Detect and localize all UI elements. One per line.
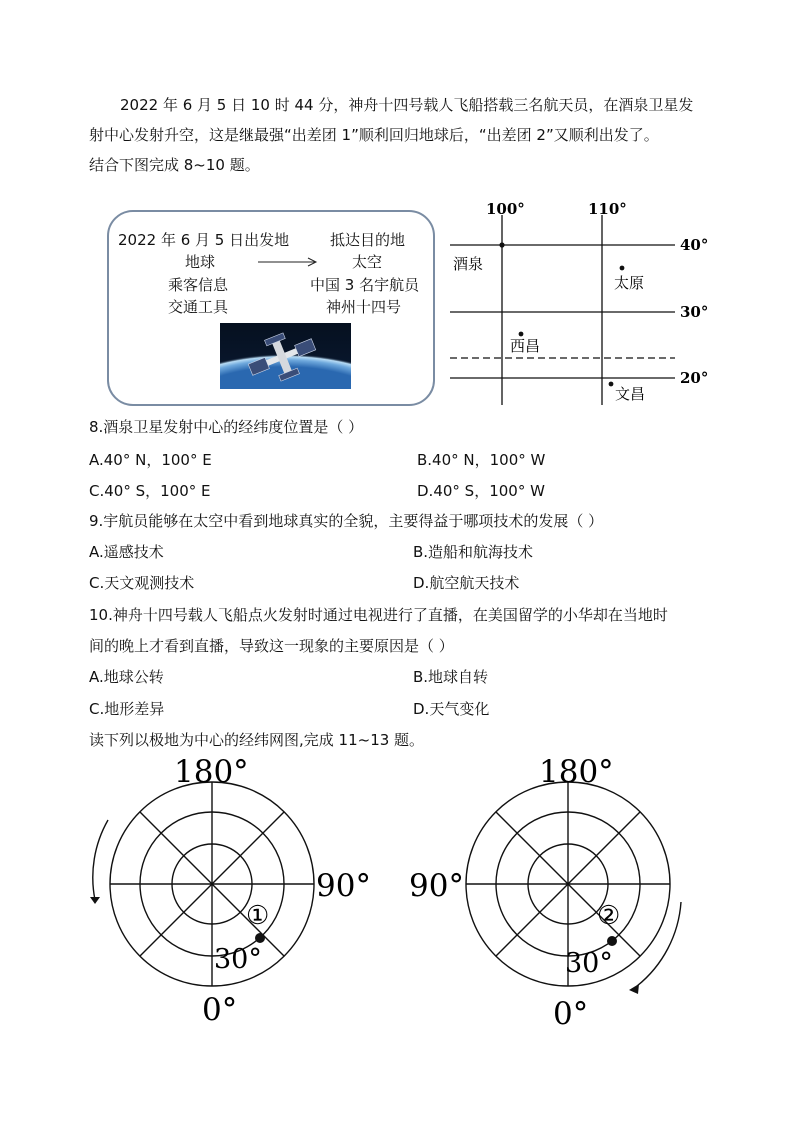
- q10-stem-line2: 间的晚上才看到直播，导致这一现象的主要原因是（ ）: [89, 637, 454, 655]
- q9-option-d: D.航空航天技术: [413, 574, 520, 592]
- info-row4-right: 神州十四号: [326, 298, 402, 316]
- lat-30-label: 30°: [680, 303, 709, 321]
- polar-intro: 读下列以极地为中心的经纬网图,完成 11~13 题。: [89, 731, 425, 749]
- arrow-down-icon: [90, 897, 100, 904]
- space-station-image: [220, 323, 351, 389]
- info-row1-right: 抵达目的地: [330, 231, 406, 249]
- q9-option-c: C.天文观测技术: [89, 574, 195, 592]
- right-label-0: 0°: [553, 996, 589, 1032]
- q8-option-a: A.40° N，100° E: [89, 451, 212, 469]
- point-marker: [255, 933, 265, 943]
- intro-line-2: 射中心发射升空，这是继最强“出差团 1”顺利回归地球后，“出差团 2”又顺利出发了。: [89, 126, 659, 144]
- info-row3-left: 乘客信息: [168, 276, 229, 294]
- q10-option-c: C.地形差异: [89, 700, 165, 718]
- q10-option-b: B.地球自转: [413, 668, 489, 686]
- left-label-90: 90°: [316, 868, 371, 904]
- q10-stem-line1: 10.神舟十四号载人飞船点火发射时通过电视进行了直播，在美国留学的小华却在当地时: [89, 606, 668, 624]
- q9-stem: 9.宇航员能够在太空中看到地球真实的全貌，主要得益于哪项技术的发展（ ）: [89, 512, 604, 530]
- q8-option-b: B.40° N，100° W: [417, 451, 546, 469]
- intro-line-3: 结合下图完成 8~10 题。: [89, 156, 260, 174]
- right-label-90: 90°: [409, 868, 464, 904]
- city-taiyuan-label: 太原: [614, 274, 645, 292]
- left-marker-1: ①: [246, 901, 270, 931]
- q8-stem: 8.酒泉卫星发射中心的经纬度位置是（ ）: [89, 418, 364, 436]
- lon-110-label: 110°: [588, 200, 627, 218]
- info-row2-left: 地球: [185, 253, 216, 271]
- q9-option-b: B.造船和航海技术: [413, 543, 534, 561]
- right-label-180: 180°: [539, 754, 614, 790]
- info-row3-right: 中国 3 名宇航员: [310, 276, 420, 294]
- lat-20-label: 20°: [680, 369, 709, 387]
- q9-option-a: A.遥感技术: [89, 543, 164, 561]
- left-label-0: 0°: [202, 992, 238, 1028]
- info-row2-right: 太空: [352, 253, 383, 271]
- city-xichang-label: 西昌: [510, 337, 541, 355]
- info-row1-left: 2022 年 6 月 5 日出发地: [118, 231, 290, 249]
- polar-map-right: [405, 752, 715, 1032]
- arrow-right-icon: [258, 255, 320, 269]
- q10-option-a: A.地球公转: [89, 668, 164, 686]
- info-row4-left: 交通工具: [168, 298, 229, 316]
- intro-line-1: 2022 年 6 月 5 日 10 时 44 分，神舟十四号载人飞船搭载三名航天员，在酒泉卫星发: [120, 96, 694, 114]
- polar-map-left: [80, 752, 380, 1032]
- right-marker-2: ②: [597, 901, 621, 931]
- lat-40-label: 40°: [680, 236, 709, 254]
- point-marker: [607, 936, 617, 946]
- q8-option-d: D.40° S，100° W: [417, 482, 545, 500]
- right-label-30: 30°: [565, 948, 613, 979]
- left-label-30: 30°: [214, 944, 262, 975]
- city-jiuquan-label: 酒泉: [453, 255, 484, 273]
- lon-100-label: 100°: [486, 200, 525, 218]
- arrow-down-left-icon: [629, 984, 639, 994]
- china-launch-sites-grid-map: [440, 195, 720, 410]
- left-label-180: 180°: [174, 754, 249, 790]
- q8-option-c: C.40° S，100° E: [89, 482, 211, 500]
- q10-option-d: D.天气变化: [413, 700, 490, 718]
- city-wenchang-label: 文昌: [615, 385, 646, 403]
